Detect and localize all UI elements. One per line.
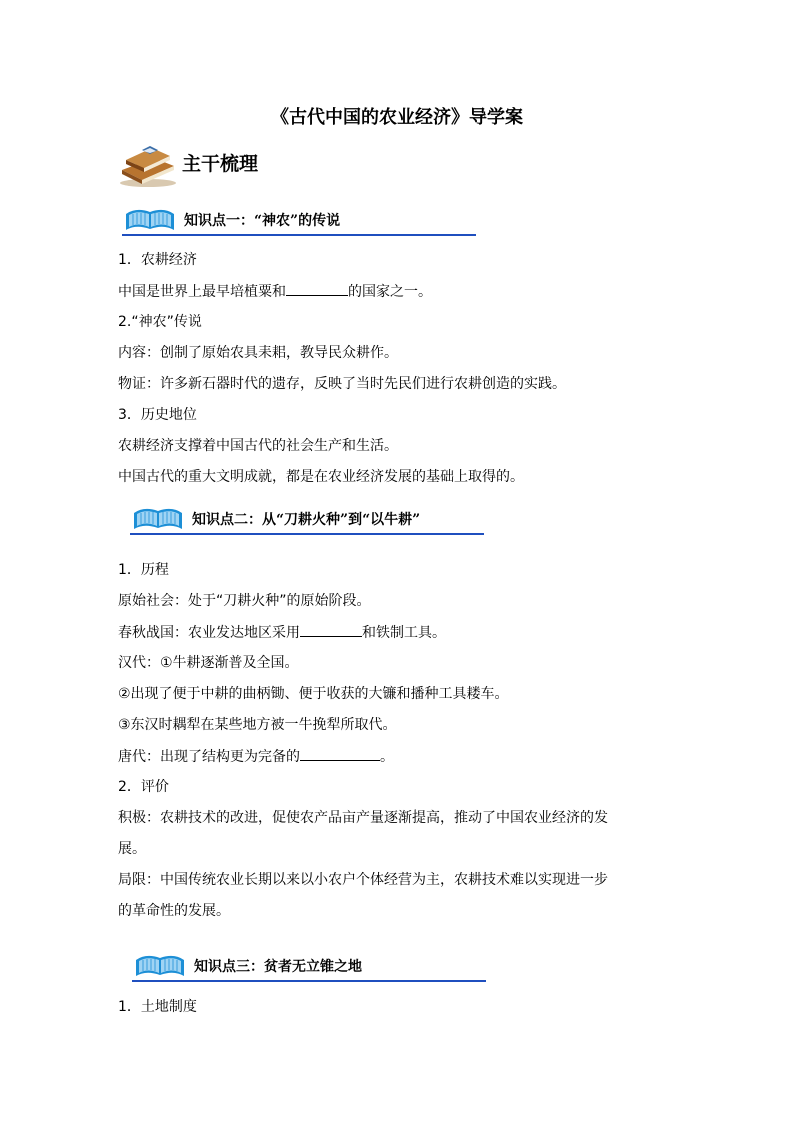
kp2-line-11: 局限：中国传统农业长期以来以小农户个体经营为主，农耕技术难以实现进一步 [118, 872, 608, 888]
kp1-header [122, 200, 476, 240]
kp2-line-2: 原始社会：处于“刀耕火种”的原始阶段。 [118, 593, 371, 609]
book-icon [134, 950, 186, 984]
book-icon [124, 204, 176, 238]
kp1-line-3: 2.“神农”传说 [118, 314, 202, 330]
kp2-line-1: 1．历程 [118, 562, 169, 578]
kp2-line-3 [118, 622, 446, 643]
kp1-line-1: 1．农耕经济 [118, 252, 197, 268]
books-icon [118, 140, 178, 192]
kp2-line-5: ②出现了便于中耕的曲柄锄、便于收获的大镰和播种工具耧车。 [118, 686, 509, 702]
fill-blank-3[interactable] [300, 746, 380, 761]
kp1-line-5: 物证：许多新石器时代的遗存，反映了当时先民们进行农耕创造的实践。 [118, 376, 566, 392]
kp2-title: 知识点二：从“刀耕火种”到“以牛耕” [192, 512, 421, 528]
kp2-line-10: 展。 [118, 841, 146, 857]
kp2-line-7 [118, 746, 394, 767]
kp2-line-7-b: 。 [380, 749, 394, 765]
kp1-line-4: 内容：创制了原始农具耒耜，教导民众耕作。 [118, 345, 398, 361]
kp3-title: 知识点三：贫者无立锥之地 [194, 959, 362, 975]
kp2-line-3-a: 春秋战国：农业发达地区采用 [118, 625, 300, 641]
kp2-line-9: 积极：农耕技术的改进，促使农产品亩产量逐渐提高，推动了中国农业经济的发 [118, 810, 608, 826]
kp2-line-3-b: 和铁制工具。 [362, 625, 446, 641]
kp1-line-7: 农耕经济支撑着中国古代的社会生产和生活。 [118, 438, 398, 454]
kp2-line-4: 汉代：①牛耕逐渐普及全国。 [118, 655, 299, 671]
kp2-line-7-a: 唐代：出现了结构更为完备的 [118, 749, 300, 765]
kp1-rule [122, 234, 476, 236]
kp1-line-8: 中国古代的重大文明成就，都是在农业经济发展的基础上取得的。 [118, 469, 524, 485]
kp1-title: 知识点一：“神农”的传说 [184, 213, 341, 229]
kp2-line-8: 2．评价 [118, 779, 169, 795]
kp3-line-1: 1．土地制度 [118, 999, 197, 1015]
fill-blank-2[interactable] [300, 622, 362, 637]
kp3-header [132, 946, 486, 986]
kp2-rule [130, 533, 484, 535]
kp2-header [130, 499, 484, 539]
fill-blank-1[interactable] [286, 281, 348, 296]
main-heading-label: 主干梳理 [182, 153, 259, 175]
kp1-line-2 [118, 281, 432, 302]
kp1-line-6: 3．历史地位 [118, 407, 197, 423]
document-title: 《古代中国的农业经济》导学案 [271, 107, 523, 128]
kp1-line-2-a: 中国是世界上最早培植粟和 [118, 284, 286, 300]
book-icon [132, 503, 184, 537]
kp2-line-6: ③东汉时耦犁在某些地方被一牛挽犁所取代。 [118, 717, 397, 733]
kp2-line-12: 的革命性的发展。 [118, 903, 230, 919]
kp1-line-2-b: 的国家之一。 [348, 284, 432, 300]
kp3-rule [132, 980, 486, 982]
